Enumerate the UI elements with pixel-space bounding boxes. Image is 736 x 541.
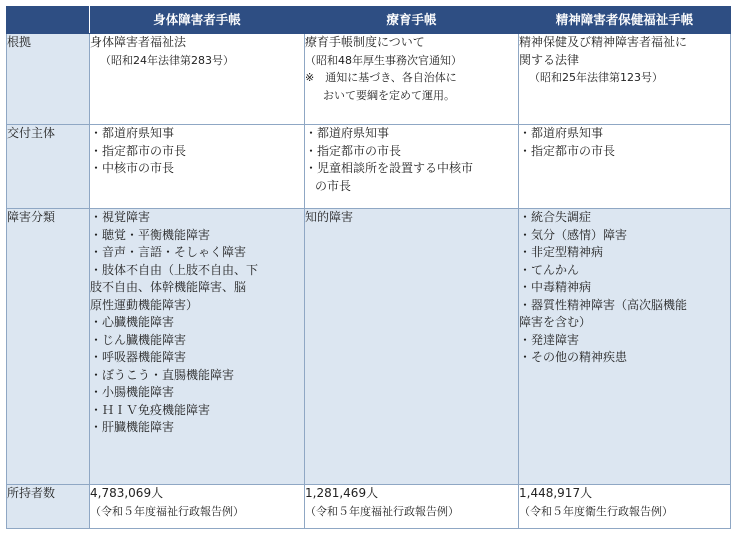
list-item: ・非定型精神病 [519, 245, 604, 259]
list-item: ・指定都市の市長 [519, 143, 616, 158]
list-item: ・気分（感情）障害 [519, 227, 628, 242]
list-item: ・都道府県知事 [90, 126, 175, 140]
list-item: ・中核市の市長 [90, 161, 175, 175]
list-item: 原性運動機能障害） [90, 297, 199, 312]
list-item: ・中毒精神病 [519, 280, 592, 294]
holders-physical [90, 485, 305, 529]
handbook-comparison-table [6, 6, 731, 529]
basis-rehab-note-2: おいて要綱を定めて運用。 [323, 88, 455, 102]
row-label-issuer: 交付主体 [7, 125, 90, 209]
list-item: ・発達障害 [519, 332, 580, 347]
holders-physical-source: （令和５年度福祉行政報告例） [90, 504, 244, 518]
list-item: ・音声・言語・そしゃく障害 [90, 245, 247, 259]
list-item: ・小腸機能障害 [90, 385, 175, 399]
basis-rehab-title: 療育手帳制度について [305, 35, 425, 49]
list-item: ・肢体不自由（上肢不自由、下 [90, 262, 259, 277]
list-item: ・ＨＩＶ免疫機能障害 [90, 402, 211, 417]
list-item: ・器質性精神障害（高次脳機能 [519, 297, 688, 312]
list-item: ・聴覚・平衡機能障害 [90, 227, 211, 242]
basis-mental-title-2: 関する法律 [519, 52, 580, 67]
list-item: ・呼吸器機能障害 [90, 350, 187, 364]
header-row [7, 7, 731, 34]
basis-rehab-sub: （昭和48年厚生事務次官通知） [305, 53, 462, 67]
row-label-basis: 根拠 [7, 34, 90, 125]
holders-rehab-value: 1,281,469人 [305, 486, 379, 500]
basis-mental-title-1: 精神保健及び精神障害者福祉に [519, 35, 688, 49]
category-rehab [305, 209, 519, 485]
row-label-category: 障害分類 [7, 209, 90, 485]
row-holders [7, 485, 731, 529]
list-item: ・指定都市の市長 [90, 143, 187, 158]
list-item: ・その他の精神疾患 [519, 350, 628, 364]
list-item: ・都道府県知事 [519, 126, 604, 140]
list-item: ・ぼうこう・直腸機能障害 [90, 367, 235, 382]
holders-mental-value: 1,448,917人 [519, 486, 593, 500]
header-physical-disability-handbook: 身体障害者手帳 [90, 7, 305, 34]
holders-rehab [305, 485, 519, 529]
list-item: 知的障害 [305, 210, 354, 224]
basis-rehab-note-1: ※ 通知に基づき、各自治体に [305, 71, 457, 84]
basis-mental [519, 34, 731, 125]
list-item: ・児童相談所を設置する中核市 [305, 161, 474, 175]
basis-physical-title: 身体障害者福祉法 [90, 35, 187, 49]
list-item: ・指定都市の市長 [305, 143, 402, 158]
row-basis [7, 34, 731, 125]
basis-physical [90, 34, 305, 125]
list-item: 肢不自由、体幹機能障害、脳 [90, 280, 247, 294]
list-item: ・じん臓機能障害 [90, 332, 187, 347]
list-item: ・心臓機能障害 [90, 315, 175, 329]
header-rehabilitation-handbook: 療育手帳 [305, 7, 519, 34]
header-mental-health-handbook: 精神障害者保健福祉手帳 [519, 7, 731, 34]
row-category [7, 209, 731, 485]
list-item: ・統合失調症 [519, 210, 592, 224]
basis-mental-sub: （昭和25年法律第123号） [529, 71, 663, 84]
category-physical [90, 209, 305, 485]
issuer-rehab [305, 125, 519, 209]
holders-mental-source: （令和５年度衛生行政報告例） [519, 504, 673, 518]
row-issuer [7, 125, 731, 209]
list-item: ・てんかん [519, 262, 580, 277]
list-item: ・視覚障害 [90, 210, 151, 224]
header-corner [7, 7, 90, 34]
list-item: の市長 [315, 178, 352, 193]
list-item: ・肝臓機能障害 [90, 420, 175, 434]
issuer-physical [90, 125, 305, 209]
basis-physical-sub: （昭和24年法律第283号） [100, 53, 234, 67]
holders-rehab-source: （令和５年度福祉行政報告例） [305, 504, 459, 518]
issuer-mental [519, 125, 731, 209]
category-mental [519, 209, 731, 485]
basis-rehab [305, 34, 519, 125]
list-item: ・都道府県知事 [305, 126, 390, 140]
holders-mental [519, 485, 731, 529]
holders-physical-value: 4,783,069人 [90, 486, 164, 500]
row-label-holders: 所持者数 [7, 485, 90, 529]
list-item: 障害を含む） [519, 315, 592, 329]
